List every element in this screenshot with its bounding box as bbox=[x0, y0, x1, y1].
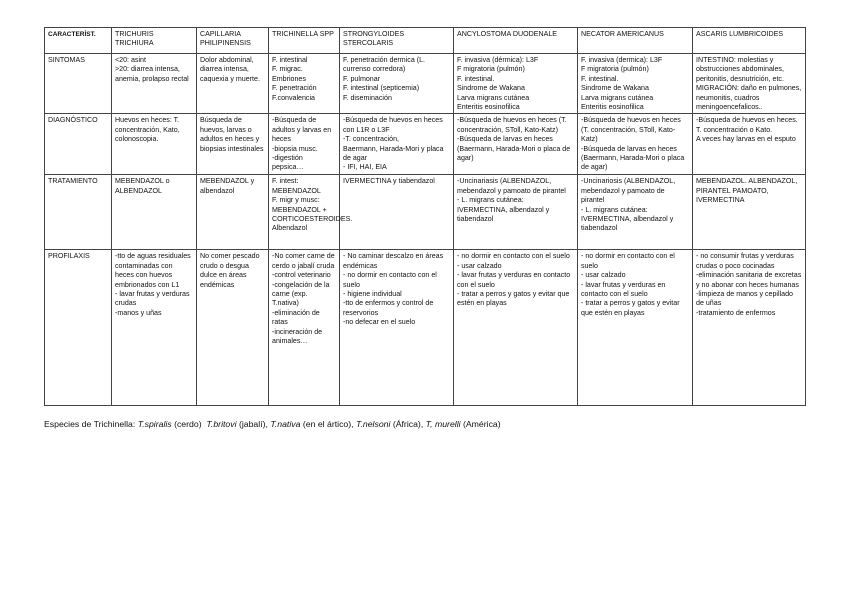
cell-line: -Búsqueda de huevos en heces. T. concentración o Kato. bbox=[696, 116, 798, 134]
species-note: (cerdo) bbox=[171, 419, 207, 429]
cell-line: - usar calzado bbox=[581, 271, 626, 280]
cell-line: F. diseminación bbox=[343, 93, 392, 102]
species-name: T.britovi bbox=[206, 419, 237, 429]
cell-line: Enteritis eosinofilica bbox=[457, 103, 520, 112]
table-row bbox=[45, 114, 806, 175]
table-cell bbox=[454, 175, 578, 250]
cell-line: - IFI, HAI, EIA bbox=[343, 163, 387, 172]
header-cell: TRICHINELLA SPP bbox=[269, 28, 340, 54]
row-label: DIAGNÓSTICO bbox=[45, 114, 112, 175]
cell-line: - no dormir en contacto con el suelo bbox=[457, 252, 570, 261]
cell-line: F migratoria (pulmón) bbox=[457, 65, 525, 74]
cell-line: - no dormir en contacto con el suelo bbox=[343, 271, 437, 289]
cell-line: - higiene individual bbox=[343, 290, 402, 299]
table-cell bbox=[197, 54, 269, 114]
cell-line: - L. migrans cutánea: IVERMECTINA, albendazol y tiabendazol bbox=[581, 205, 674, 233]
cell-line: MEBENDAZOL. ALBENDAZOL, PIRANTEL PAMOATO, IVERMECTINA bbox=[696, 177, 798, 205]
table-cell bbox=[269, 250, 340, 406]
header-cell: NECATOR AMERICANUS bbox=[578, 28, 693, 54]
table-cell bbox=[112, 114, 197, 175]
cell-line: Larva migrans cutánea bbox=[581, 93, 654, 102]
header-cell: CAPILLARIA PHILIPINENSIS bbox=[197, 28, 269, 54]
table-body bbox=[45, 54, 806, 406]
row-label: TRATAMIENTO bbox=[45, 175, 112, 250]
cell-line: F. invasiva (dermica): L3F bbox=[581, 56, 663, 64]
cell-line: Embriones bbox=[272, 74, 306, 83]
cell-line: -digestión pepsica… bbox=[272, 154, 304, 172]
cell-line: -eliminación de ratas bbox=[272, 308, 320, 327]
table-cell bbox=[340, 114, 454, 175]
cell-line: F. invasiva (dérmica): L3F bbox=[457, 56, 539, 64]
trichinella-species-footnote bbox=[44, 419, 501, 429]
cell-line: F. migrac. bbox=[272, 65, 303, 74]
cell-line: - tratar a perros y gatos y evitar que estén en playas bbox=[457, 290, 570, 308]
table-cell bbox=[340, 175, 454, 250]
cell-line: F. intestinal. bbox=[581, 74, 619, 83]
cell-line: -Búsqueda de larvas en heces (Baermann, Harada-Mori o placa de agar) bbox=[581, 144, 685, 172]
table-cell bbox=[269, 114, 340, 175]
species-name: T.spiralis bbox=[137, 419, 172, 429]
table-cell bbox=[340, 250, 454, 406]
cell-line: F. intestinal bbox=[272, 56, 308, 64]
cell-line: -congelación de la carne (exp. T.nativa) bbox=[272, 280, 330, 308]
table-cell bbox=[693, 114, 806, 175]
table-cell bbox=[693, 54, 806, 114]
cell-line: F. penetración dermica (L. currenso corredora) bbox=[343, 56, 426, 74]
cell-line: Albendazol bbox=[272, 224, 308, 233]
cell-line: - L. migrans cutánea: IVERMECTINA, albendazol y tiabendazol bbox=[457, 196, 550, 224]
cell-line: Búsqueda de huevos, larvas o adultos en heces y biopsias intestinales bbox=[200, 116, 264, 153]
cell-line: IVERMECTINA y tiabendazol bbox=[343, 177, 435, 186]
table-cell bbox=[454, 250, 578, 406]
cell-line: >20: diarrea intensa, anemia, prolapso rectal bbox=[115, 65, 189, 83]
table-cell bbox=[112, 175, 197, 250]
table-row bbox=[45, 250, 806, 406]
row-label: SINTOMAS bbox=[45, 54, 112, 114]
cell-line: F. intest: MEBENDAZOL bbox=[272, 177, 321, 195]
cell-line: -Uncinariasis (ALBENDAZOL, mebendazol y pamoato de pirantel bbox=[457, 177, 566, 195]
header-cell: ASCARIS LUMBRICOIDES bbox=[693, 28, 806, 54]
cell-line: MIGRACIÓN: daño en pulmones, neumonitis, cuadros meningoencefalicos.. bbox=[696, 84, 802, 112]
cell-line: - No caminar descalzo en áreas endémicas bbox=[343, 252, 444, 270]
table-cell bbox=[454, 114, 578, 175]
header-cell: TRICHURIS TRICHIURA bbox=[112, 28, 197, 54]
cell-line: F. migr y musc: MEBENDAZOL + CORTICOESTEROIDES. bbox=[272, 196, 353, 224]
cell-line: - lavar frutas y verduras en contacto con el suelo bbox=[581, 280, 666, 299]
table-cell bbox=[578, 114, 693, 175]
table-cell bbox=[112, 54, 197, 114]
cell-line: -Búsqueda de adultos y larvas en heces bbox=[272, 116, 332, 144]
cell-line: -T. concentración, bbox=[343, 135, 399, 144]
table-cell bbox=[578, 175, 693, 250]
cell-line: INTESTINO: molestias y obstrucciones abdominales, peritonitis, desnutrición, etc. bbox=[696, 56, 784, 83]
table-cell bbox=[578, 54, 693, 114]
cell-line: -biopsia musc. bbox=[272, 144, 318, 153]
cell-line: Enteritis eosinofilica bbox=[581, 103, 644, 112]
cell-line: F migratoria (pulmón) bbox=[581, 65, 649, 74]
cell-line: -manos y uñas bbox=[115, 308, 162, 317]
cell-line: MEBENDAZOL y albendazol bbox=[200, 177, 255, 195]
cell-line: -tto de aguas residuales contaminadas con heces con huevos embrionados con L1 bbox=[115, 252, 191, 289]
table-cell bbox=[197, 114, 269, 175]
table-cell bbox=[454, 54, 578, 114]
cell-line: - no consumir frutas y verduras crudas o poco cocinadas bbox=[696, 252, 794, 270]
cell-line: MEBENDAZOL o ALBENDAZOL bbox=[115, 177, 170, 195]
cell-line: F.convalencia bbox=[272, 93, 315, 102]
cell-line: -Búsqueda de huevos en heces (T. concentración, SToll, Kato-Katz) bbox=[457, 116, 567, 134]
cell-line: - usar calzado bbox=[457, 261, 502, 270]
species-name: T, murelli bbox=[425, 419, 461, 429]
header-cell: CARACTERÍST. bbox=[45, 28, 112, 54]
cell-line: F. intestinal (septicemia) bbox=[343, 84, 420, 93]
cell-line: -Búsqueda de huevos en heces (T. concentración, SToll, Kato-Katz) bbox=[581, 116, 681, 144]
cell-line: -control veterinario bbox=[272, 271, 331, 280]
cell-line: Baermann, Harada-Mori y placa de agar bbox=[343, 144, 444, 163]
species-note: (jabalí), bbox=[236, 419, 271, 429]
cell-line: -eliminación sanitaria de excretas y no abonar con heces humanas bbox=[696, 271, 802, 289]
cell-line: Larva migrans cutánea bbox=[457, 93, 530, 102]
table-cell bbox=[112, 250, 197, 406]
table-cell bbox=[269, 175, 353, 250]
table-cell bbox=[340, 54, 454, 114]
cell-line: -Búsqueda de larvas en heces (Baermann, Harada-Mori o placa de agar) bbox=[457, 135, 571, 163]
cell-line: - lavar frutas y verduras en contacto con el suelo bbox=[457, 271, 571, 289]
cell-line: -Uncinariosis (ALBENDAZOL, mebendazol y pamoato de pirantel bbox=[581, 177, 676, 205]
cell-line: Huevos en heces: T. concentración, Kato, colonoscopia. bbox=[115, 116, 180, 144]
table-cell bbox=[197, 175, 269, 250]
table-header-row bbox=[45, 28, 806, 54]
cell-line: -Búsqueda de huevos en heces con L1R o L3F bbox=[343, 116, 443, 134]
cell-line: <20: asint bbox=[115, 56, 146, 64]
table-row bbox=[45, 175, 806, 250]
table-cell bbox=[693, 175, 806, 250]
header-cell: STRONGYLOIDES STERCOLARIS bbox=[340, 28, 454, 54]
cell-line: - lavar frutas y verduras crudas bbox=[115, 290, 190, 308]
table-row bbox=[45, 54, 806, 114]
cell-line: No comer pescado crudo o desgua dulce en áreas endémicas bbox=[200, 252, 260, 289]
cell-line: - no dormir en contacto con el suelo bbox=[581, 252, 675, 270]
cell-line: Sindrome de Wakana bbox=[457, 84, 525, 93]
parasite-comparison-table bbox=[44, 27, 806, 406]
cell-line: Dolor abdominal, diarrea intensa, caquexia y muerte. bbox=[200, 56, 260, 83]
cell-line: Sindrome de Wakana bbox=[581, 84, 649, 93]
species-note: (en el ártico), bbox=[300, 419, 356, 429]
cell-line: -incineración de animales… bbox=[272, 327, 323, 346]
row-label: PROFILAXIS bbox=[45, 250, 112, 406]
cell-line: F. penetración bbox=[272, 84, 317, 93]
cell-line: F. intestinal. bbox=[457, 74, 495, 83]
cell-line: -no defecar en el suelo bbox=[343, 318, 416, 327]
species-note: (África), bbox=[390, 419, 426, 429]
header-cell: ANCYLOSTOMA DUODENALE bbox=[454, 28, 578, 54]
table-cell bbox=[578, 250, 693, 406]
table-cell bbox=[693, 250, 806, 406]
species-note: (América) bbox=[460, 419, 501, 429]
cell-line: A veces hay larvas en el esputo bbox=[696, 135, 796, 144]
footnote-prefix: Especies de Trichinella: bbox=[44, 419, 138, 429]
cell-line: F. pulmonar bbox=[343, 74, 381, 83]
species-name: T.nelsoni bbox=[355, 419, 391, 429]
cell-line: -tratamiento de enfermos bbox=[696, 308, 776, 317]
species-name: T.nativa bbox=[270, 419, 301, 429]
cell-line: -tto de enfermos y control de reservorios bbox=[343, 299, 434, 317]
table-cell bbox=[197, 250, 269, 406]
table-cell bbox=[269, 54, 340, 114]
cell-line: -No comer carne de cerdo o jabalí cruda bbox=[272, 252, 335, 270]
cell-line: -limpieza de manos y cepillado de uñas bbox=[696, 290, 793, 308]
cell-line: - tratar a perros y gatos y evitar que estén en playas bbox=[581, 299, 680, 317]
